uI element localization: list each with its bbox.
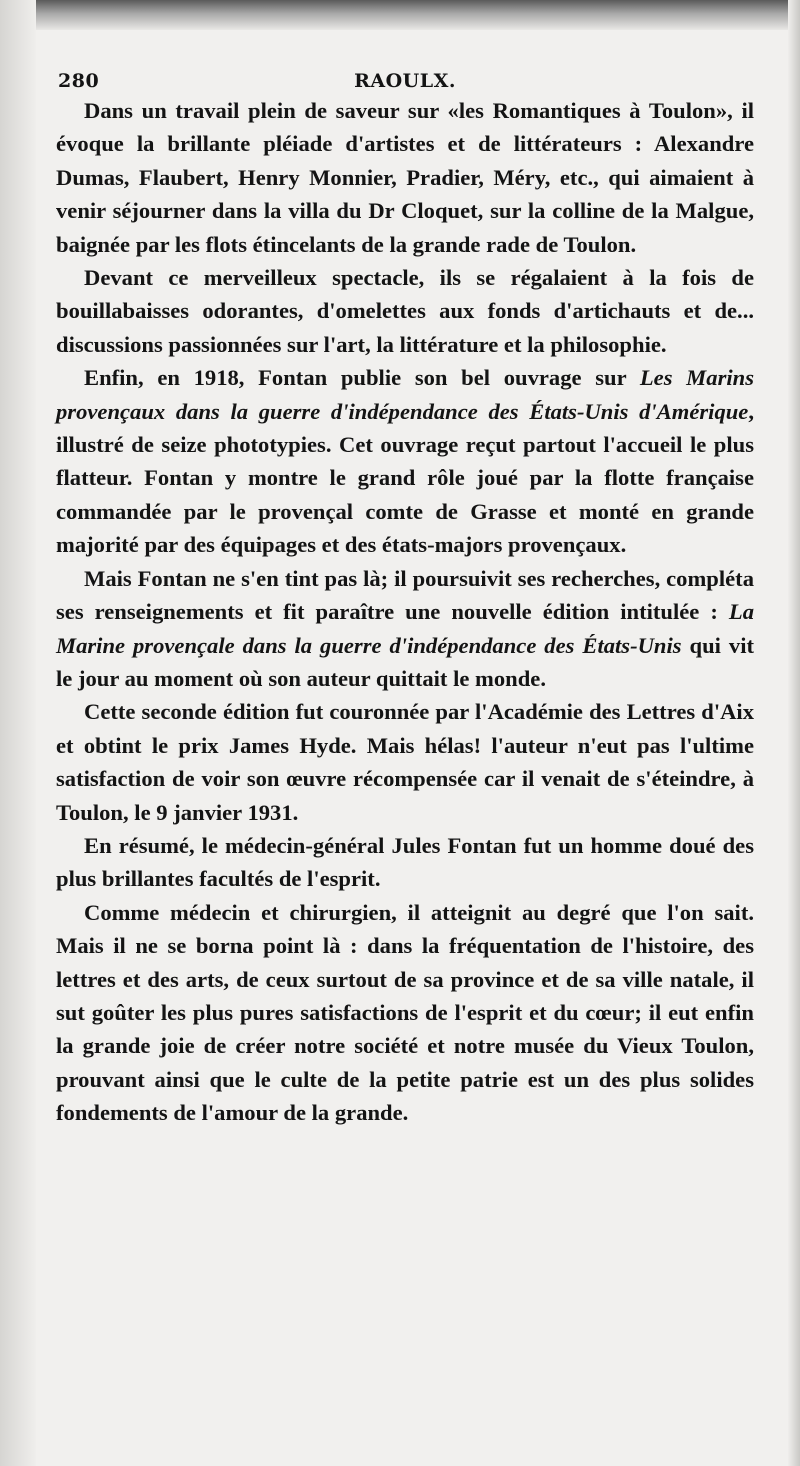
paragraph-text: Comme médecin et chirurgien, il atteignit au degré que l'on sait. Mais il ne se borna point là : dans la fréquentation de l'histoire, des lettres et des arts, de ceux surtout de sa province et de sa ville natale, il sut goûter les plus pures satisfactions de l'esprit et du cœur; il eut enfin la grande joie de créer notre société et notre musée du Vieux Toulon, prouvant ainsi que le culte de la petite patrie est un des plus solides fondements de l'amour de la grande. bbox=[56, 899, 754, 1126]
paragraph-text: Devant ce merveilleux spectacle, ils se régalaient à la fois de bouillabaisses odorantes, d'omelettes aux fonds d'artichauts et de... discussions passionnées sur l'art, la littérature et la philosophie. bbox=[56, 265, 754, 357]
paragraph-conclusion bbox=[56, 896, 754, 1130]
book-page bbox=[56, 62, 754, 1130]
paragraph-text: Mais Fontan ne s'en tint pas là; il poursuivit ses recherches, compléta ses renseignements et fit paraître une nouvelle édition intitulée : bbox=[56, 565, 754, 625]
running-title: RAOULX. bbox=[354, 70, 456, 92]
paragraph-text: En résumé, le médecin-général Jules Fontan fut un homme doué des plus brillantes facultés de l'esprit. bbox=[56, 832, 754, 892]
scan-left-border bbox=[0, 0, 36, 1466]
book-title-italic: Les Marins provençaux dans la guerre d'indépendance des États-Unis d'Amérique bbox=[56, 365, 754, 424]
book-title-italic: La Marine provençale dans la guerre d'indépendance des États-Unis bbox=[56, 599, 754, 658]
paragraph-text: Cette seconde édition fut couronnée par l'Académie des Lettres d'Aix et obtint le prix James Hyde. Mais hélas! l'auteur n'eut pas l'ultime satisfaction de voir son œuvre récompensée car il venait de s'éteindre, à Toulon, le 9 janvier 1931. bbox=[56, 699, 754, 825]
paragraph-text: qui vit le jour au moment où son auteur quittait le monde. bbox=[56, 632, 754, 691]
scan-right-border bbox=[788, 0, 800, 1466]
page-number: 280 bbox=[58, 70, 100, 92]
paragraph-text: Dans un travail plein de saveur sur «les Romantiques à Toulon», il évoque la brillante pléiade d'artistes et de littérateurs : Alexandre Dumas, Flaubert, Henry Monnier, Pradier, Méry, etc., qui aimaient à venir séjourner dans la villa du Dr Cloquet, sur la colline de la Malgue, baignée par les flots étincelants de la grande rade de Toulon. bbox=[56, 98, 754, 257]
paragraph-seconde-edition bbox=[56, 695, 754, 829]
paragraph-spectacle bbox=[56, 261, 754, 361]
paragraph-nouvelle-edition bbox=[56, 562, 754, 696]
paragraph-text: Enfin, en 1918, Fontan publie son bel ouvrage sur bbox=[84, 365, 640, 391]
paragraph-text: , illustré de seize phototypies. Cet ouvrage reçut partout l'accueil le plus flatteur. Fontan y montre le grand rôle joué par la flotte française commandée par le provençal comte de Grasse et monté en grande majorité par des équipages et des états-majors provençaux. bbox=[56, 398, 754, 558]
paragraph-romantiques bbox=[56, 94, 754, 261]
paragraph-marins-provencaux bbox=[56, 361, 754, 561]
body-text bbox=[56, 94, 754, 1130]
page-header bbox=[56, 62, 754, 94]
paragraph-resume bbox=[56, 829, 754, 896]
scan-top-border bbox=[0, 0, 800, 30]
